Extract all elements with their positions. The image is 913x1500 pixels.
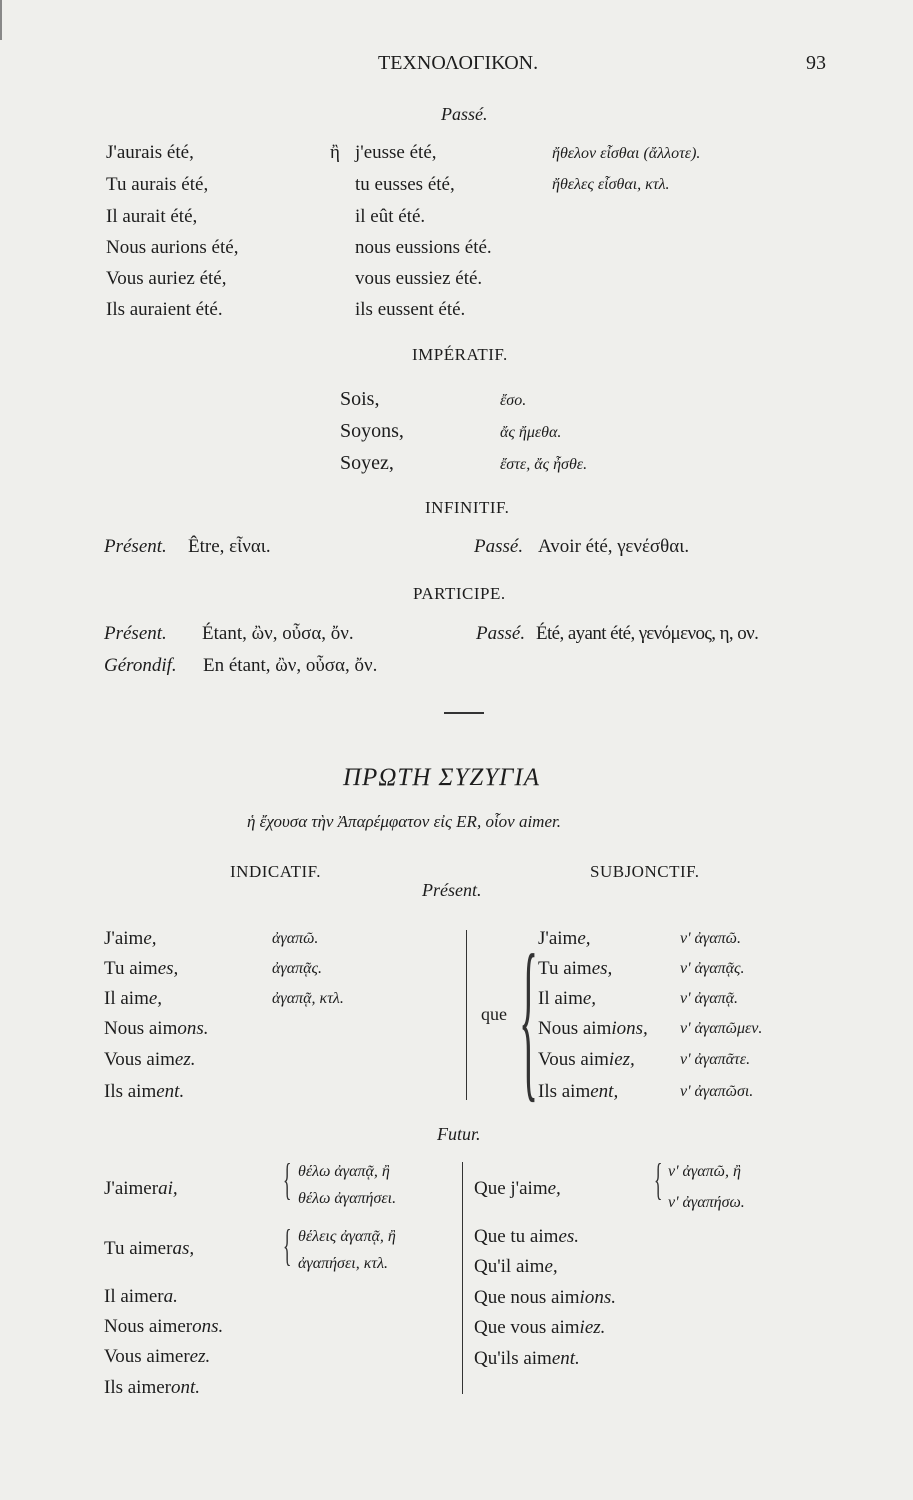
subj-present-row: J'aime, xyxy=(538,928,591,949)
infinitif-present-label: Présent. xyxy=(104,536,167,557)
passe-mid-line: j'eusse été, xyxy=(355,142,437,163)
passe-mid-line: nous eussions été. xyxy=(355,237,492,258)
passe-mid-line: tu eusses été, xyxy=(355,174,455,195)
passe-left-line: J'aurais été, xyxy=(106,142,194,163)
futur-ind-row: Ils aimeront. xyxy=(104,1377,201,1398)
infinitif-passe-text: Avoir été, γενέσθαι. xyxy=(538,536,690,557)
subj-present-gr: ν' ἀγαπῶσι. xyxy=(680,1083,754,1100)
subj-present-row: Tu aimes, xyxy=(538,958,613,979)
subj-present-row: Vous aimiez, xyxy=(538,1049,635,1070)
passe-mid-line: ils eussent été. xyxy=(355,299,466,320)
ind-present-gr: ἀγαπῶ. xyxy=(272,930,319,947)
conjugation-subtitle: ἡ ἔχουσα τὴν Ἀπαρέμφατον εἰς ER, οἷον aimer. xyxy=(247,812,561,831)
futur-gr-2: θέλεις ἀγαπᾷ, ἢ xyxy=(298,1228,396,1245)
gerondif-label: Gérondif. xyxy=(104,655,177,676)
futur-subj-row: Que tu aimes. xyxy=(474,1226,580,1247)
infinitif-heading: INFINITIF. xyxy=(425,498,510,517)
gerondif-text: En étant, ὢν, οὖσα, ὄν. xyxy=(203,655,378,676)
futur-subj-brace: { xyxy=(654,1155,663,1204)
imperatif-fr: Soyez, xyxy=(340,452,394,474)
page-edge xyxy=(0,0,2,40)
column-separator-line xyxy=(466,930,467,1100)
imperatif-fr: Soyons, xyxy=(340,420,404,442)
passe-left-line: Vous auriez été, xyxy=(106,268,227,289)
present-heading: Présent. xyxy=(422,880,482,900)
passe-left-line: Il aurait été, xyxy=(106,206,198,227)
futur-ind-row: Nous aimerons. xyxy=(104,1316,224,1337)
passe-left-line: Ils auraient été. xyxy=(106,299,223,320)
imperatif-gr: ἔσο. xyxy=(500,392,527,409)
futur-subj-gr: ν' ἀγαπήσω. xyxy=(668,1194,745,1211)
passe-greek-line: ἤθελον εἶσθαι (ἄλλοτε). xyxy=(552,145,701,162)
futur-gr-1: θέλω ἀγαπήσει. xyxy=(298,1190,397,1207)
subj-present-gr: ν' ἀγαπᾶτε. xyxy=(680,1051,751,1068)
section-divider xyxy=(444,712,484,714)
futur-subj-row: Qu'ils aiment. xyxy=(474,1348,580,1369)
subj-present-gr: ν' ἀγαπῶμεν. xyxy=(680,1020,763,1037)
indicatif-heading: INDICATIF. xyxy=(230,862,321,881)
subj-present-row: Il aime, xyxy=(538,988,597,1009)
participe-heading: PARTICIPE. xyxy=(413,584,506,603)
passe-or-particle: ἢ xyxy=(330,142,340,163)
futur-subj-row: Que vous aimiez. xyxy=(474,1317,606,1338)
passe-left-line: Tu aurais été, xyxy=(106,174,209,195)
page-number: 93 xyxy=(806,52,826,74)
subj-present-row: Ils aiment, xyxy=(538,1081,619,1102)
futur-subj-row: Qu'il aime, xyxy=(474,1256,558,1277)
ind-present-gr: ἀγαπᾷς. xyxy=(272,960,323,977)
futur-ind-row: J'aimerai, xyxy=(104,1178,178,1199)
futur-gr-2: ἀγαπήσει, κτλ. xyxy=(298,1255,389,1272)
ind-present-row: Vous aimez. xyxy=(104,1049,196,1070)
passe-greek-line: ἤθελες εἶσθαι, κτλ. xyxy=(552,176,670,193)
passe-left-line: Nous aurions été, xyxy=(106,237,239,258)
futur-brace-1: { xyxy=(283,1155,292,1204)
que-label: que xyxy=(481,1004,507,1024)
participe-passe-text: Été, ayant été, γενόμενος, η, ον. xyxy=(536,623,759,644)
ind-present-row: Tu aimes, xyxy=(104,958,179,979)
subj-present-gr: ν' ἀγαπᾷς. xyxy=(680,960,745,977)
participe-present-label: Présent. xyxy=(104,623,167,644)
ind-present-row: Nous aimons. xyxy=(104,1018,209,1039)
running-title: ΤΕΧΝΟΛΟΓΙΚΟΝ. xyxy=(378,52,539,74)
subjonctif-heading: SUBJONCTIF. xyxy=(590,862,700,881)
participe-passe-label: Passé. xyxy=(476,623,526,644)
futur-subj-row: Que j'aime, xyxy=(474,1178,561,1199)
futur-column-separator xyxy=(462,1162,463,1394)
passe-heading: Passé. xyxy=(441,104,488,124)
futur-ind-row: Vous aimerez. xyxy=(104,1346,211,1367)
passe-mid-line: vous eussiez été. xyxy=(355,268,483,289)
futur-ind-row: Tu aimeras, xyxy=(104,1238,195,1259)
ind-present-row: J'aime, xyxy=(104,928,157,949)
subjunctive-brace: { xyxy=(519,918,539,1117)
infinitif-present-text: Être, εἶναι. xyxy=(188,536,271,557)
futur-subj-gr: ν' ἀγαπῶ, ἢ xyxy=(668,1163,741,1180)
passe-mid-line: il eût été. xyxy=(355,206,426,227)
futur-subj-row: Que nous aimions. xyxy=(474,1287,616,1308)
futur-ind-row: Il aimera. xyxy=(104,1286,178,1307)
imperatif-heading: IMPÉRATIF. xyxy=(412,345,508,364)
ind-present-row: Il aime, xyxy=(104,988,163,1009)
participe-present-text: Étant, ὢν, οὖσα, ὄν. xyxy=(202,623,354,644)
subj-present-row: Nous aimions, xyxy=(538,1018,648,1039)
ind-present-gr: ἀγαπᾷ, κτλ. xyxy=(272,990,344,1007)
imperatif-fr: Sois, xyxy=(340,388,380,410)
ind-present-row: Ils aiment. xyxy=(104,1081,185,1102)
subj-present-gr: ν' ἀγαπῶ. xyxy=(680,930,741,947)
infinitif-passe-label: Passé. xyxy=(474,536,524,557)
imperatif-gr: ἔστε, ἄς ἦσθε. xyxy=(500,456,588,473)
futur-heading: Futur. xyxy=(437,1124,481,1144)
subj-present-gr: ν' ἀγαπᾷ. xyxy=(680,990,739,1007)
imperatif-gr: ἄς ἤμεθα. xyxy=(500,424,562,441)
futur-gr-1: θέλω ἀγαπᾷ, ἢ xyxy=(298,1163,390,1180)
conjugation-title: ΠΡΩΤΗ ΣΥΖΥΓΙΑ xyxy=(343,764,540,791)
futur-brace-2: { xyxy=(283,1221,292,1270)
